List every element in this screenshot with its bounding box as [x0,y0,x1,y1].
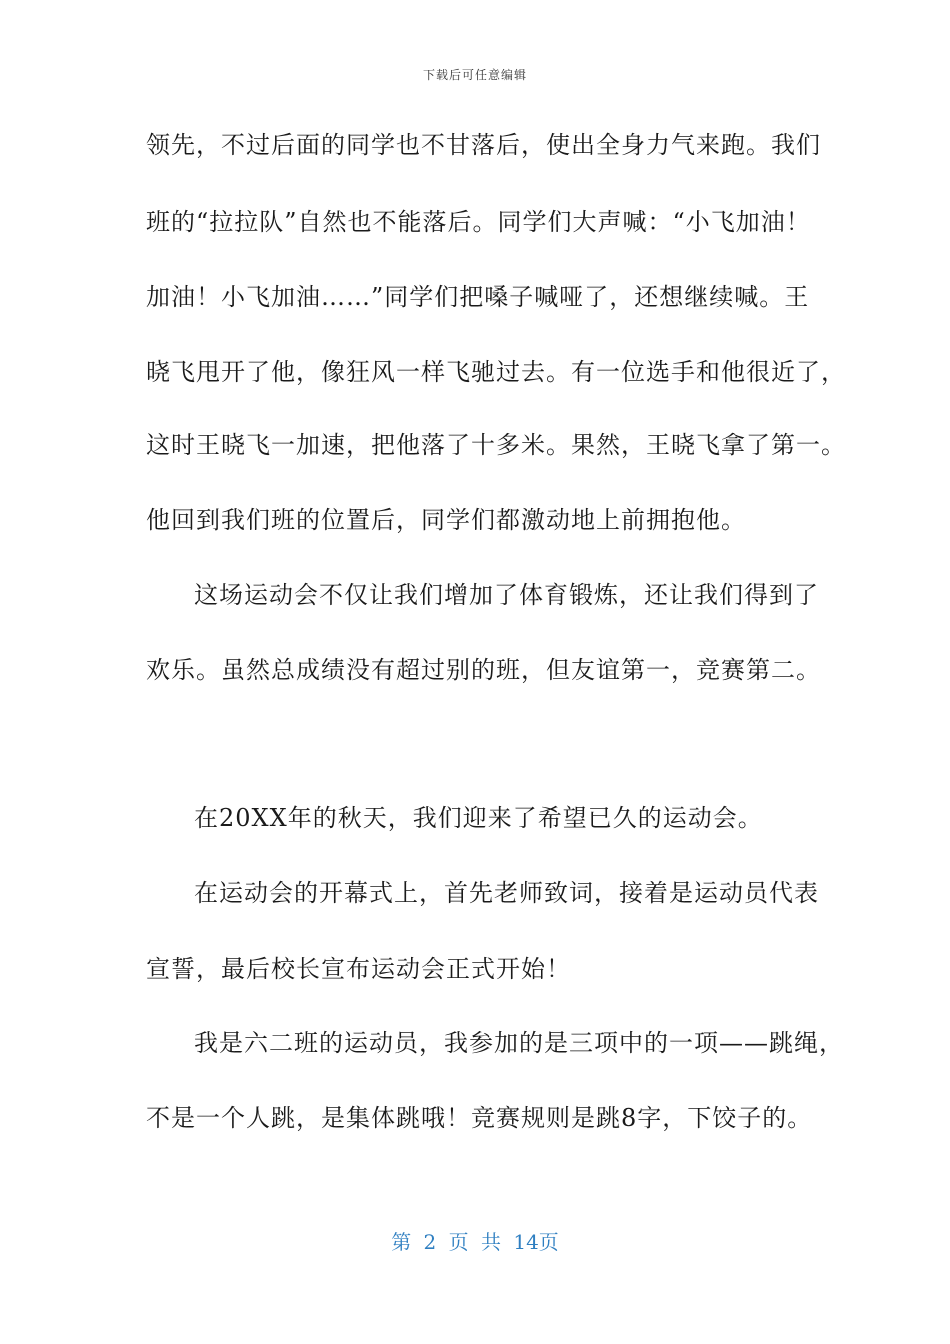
text-line: 晓飞甩开了他，像狂风一样飞驰过去。有一位选手和他很近了， [146,358,846,386]
text-line: 加油！小飞加油……”同学们把嗓子喊哑了，还想继续喊。王 [146,283,810,311]
paragraph-start-line: 这场运动会不仅让我们增加了体育锻炼，还让我们得到了 [194,581,819,609]
text-line: 领先，不过后面的同学也不甘落后，使出全身力气来跑。我们 [146,131,821,159]
paragraph-start-line: 在运动会的开幕式上，首先老师致词，接着是运动员代表 [194,879,819,907]
paragraph-start-line: 我是六二班的运动员，我参加的是三项中的一项——跳绳， [194,1029,844,1057]
text-line: 他回到我们班的位置后，同学们都激动地上前拥抱他。 [146,506,746,534]
header-note: 下载后可任意编辑 [422,68,527,82]
text-line: 宣誓，最后校长宣布运动会正式开始！ [146,955,571,983]
text-line: 班的“拉拉队”自然也不能落后。同学们大声喊：“小飞加油！ [146,208,811,236]
text-line: 不是一个人跳，是集体跳哦！竞赛规则是跳8字，下饺子的。 [146,1104,813,1132]
text-line: 这时王晓飞一加速，把他落了十多米。果然，王晓飞拿了第一。 [146,431,846,459]
paragraph-start-line: 在20XX年的秋天，我们迎来了希望已久的运动会。 [194,804,763,832]
page-number-footer: 第 2 页 共 14页 [391,1230,559,1254]
text-line: 欢乐。虽然总成绩没有超过别的班，但友谊第一，竞赛第二。 [146,656,821,684]
